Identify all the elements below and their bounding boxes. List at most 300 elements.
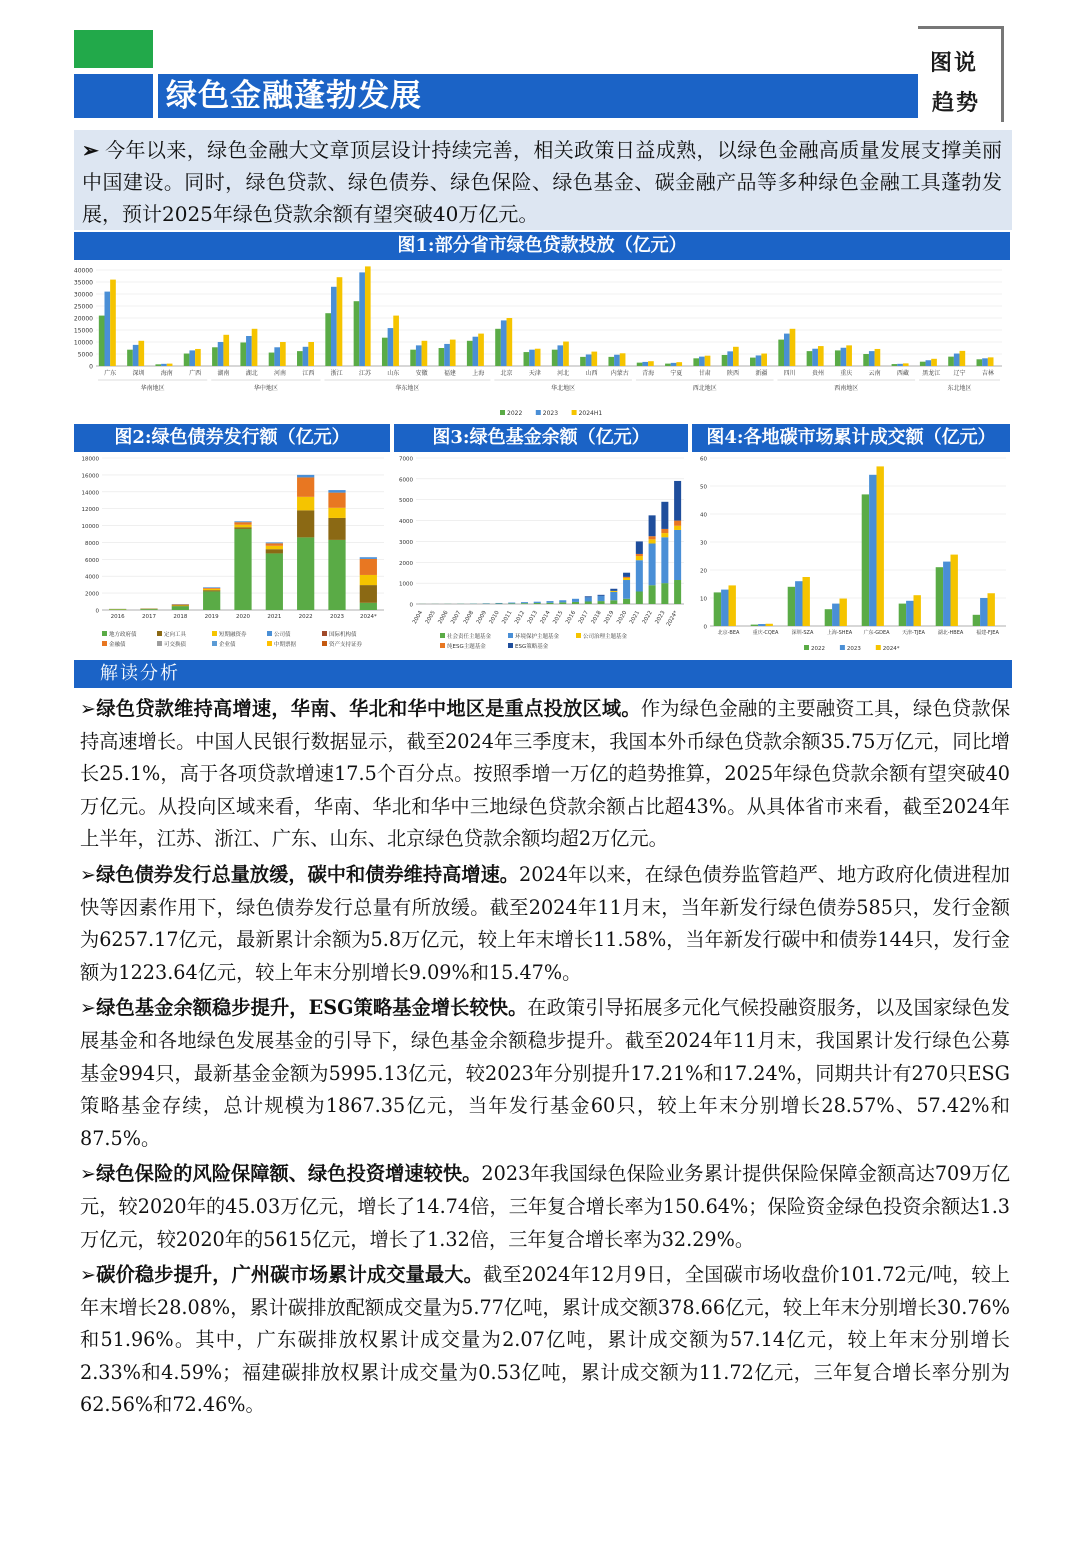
bar-2024H1-安徽 bbox=[422, 341, 428, 366]
group-label: 东北地区 bbox=[947, 385, 972, 392]
bar-2022-浙江 bbox=[325, 313, 331, 366]
y-tick-label: 15000 bbox=[74, 327, 93, 335]
x-tick-label: 上海 bbox=[472, 370, 485, 377]
bar-2023-重庆 bbox=[841, 348, 847, 366]
x-tick-label: 2023 bbox=[654, 610, 667, 626]
x-tick-label: 上海-SHEA bbox=[826, 630, 853, 636]
stack-社会责任主题基金-2013 bbox=[534, 603, 541, 604]
x-tick-label: 2016 bbox=[110, 614, 125, 620]
x-tick-label: 江西 bbox=[302, 370, 315, 377]
x-tick-label: 吉林 bbox=[981, 370, 994, 377]
stack-地方政府债-2021 bbox=[266, 553, 283, 610]
legend-swatch bbox=[102, 641, 107, 646]
bar-2024H1-广西 bbox=[195, 349, 201, 366]
bar-2022-北京 bbox=[495, 329, 501, 366]
bar-2022-江西 bbox=[297, 351, 303, 366]
x-tick-label: 天津 bbox=[528, 370, 541, 377]
legend-swatch bbox=[157, 641, 162, 646]
bar-2022-山东 bbox=[382, 338, 388, 366]
y-tick-label: 25000 bbox=[74, 303, 93, 311]
bar-2023-深圳-SZA bbox=[795, 581, 802, 626]
x-tick-label: 2011 bbox=[501, 610, 514, 626]
legend-swatch bbox=[157, 631, 162, 636]
y-tick-label: 60 bbox=[700, 456, 707, 463]
legend-swatch bbox=[576, 633, 581, 638]
bar-2022-辽宁 bbox=[948, 357, 954, 366]
x-tick-label: 2005 bbox=[424, 610, 437, 626]
stack-地方政府债-2016 bbox=[109, 609, 126, 610]
x-tick-label: 2016 bbox=[565, 610, 578, 626]
stack-环境保护主题基金-2024* bbox=[674, 530, 681, 580]
stack-资产支持证券-2024* bbox=[360, 585, 377, 603]
stack-纯ESG主题基金-2021 bbox=[636, 554, 643, 556]
stack-纯ESG主题基金-2023 bbox=[661, 529, 668, 533]
bar-2024H1-山东 bbox=[393, 316, 399, 366]
bar-2022-山西 bbox=[580, 357, 586, 366]
y-tick-label: 35000 bbox=[74, 279, 93, 287]
stack-中期票据-2018 bbox=[172, 605, 189, 606]
header-tag-line1: 图说 bbox=[930, 51, 979, 76]
stack-环境保护主题基金-2013 bbox=[534, 602, 541, 603]
stack-中期票据-2021 bbox=[266, 546, 283, 549]
legend-swatch bbox=[267, 641, 272, 646]
legend-label: 国际机构债 bbox=[329, 632, 357, 638]
stack-公司债-2023 bbox=[328, 490, 345, 493]
legend-label: 纯ESG主题基金 bbox=[447, 644, 486, 650]
x-tick-label: 2021 bbox=[628, 610, 642, 626]
bar-2023-山西 bbox=[586, 354, 592, 366]
paragraph-lead: 碳价稳步提升，广州碳市场累计成交量最大。 bbox=[96, 1263, 483, 1287]
x-tick-label: 浙江 bbox=[330, 370, 343, 377]
stack-社会责任主题基金-2019 bbox=[610, 600, 617, 604]
stack-金融债-2022 bbox=[297, 477, 314, 496]
intro-arrow-icon: ➢ bbox=[82, 138, 99, 162]
bar-2024H1-福建 bbox=[450, 340, 456, 366]
fig3-chart bbox=[394, 452, 688, 656]
bar-2023-上海 bbox=[473, 337, 479, 366]
bar-2024H1-浙江 bbox=[337, 277, 343, 366]
stack-资产支持证券-2019 bbox=[203, 590, 220, 591]
bar-2023-安徽 bbox=[416, 345, 422, 366]
bar-2022-湖北-HBEA bbox=[936, 567, 943, 626]
bar-2024H1-四川 bbox=[790, 329, 796, 366]
legend-swatch bbox=[267, 631, 272, 636]
paragraph-body: 截至2024年12月9日，全国碳市场收盘价101.72元/吨，较上年末增长28.08%，累计碳排放配额成交量为5.77亿吨，累计成交额378.66亿元，较上年末分别增长30.76%和51.96%。其中，广东碳排放权累计成交量为2.07亿吨，累计成交额为57.14亿元，较上年末分别增长2.33%和4.59%；福建碳排放权累计成交量为0.53亿吨，累计成交额为11.72亿元，三年复合增长率分别为62.56%和72.46%。 bbox=[80, 1263, 1010, 1417]
x-tick-label: 天津-TJEA bbox=[902, 630, 925, 636]
stack-地方政府债-2019 bbox=[203, 591, 220, 610]
stack-地方政府债-2018 bbox=[172, 606, 189, 610]
stack-环境保护主题基金-2015 bbox=[559, 600, 566, 602]
stack-中期票据-2022 bbox=[297, 497, 314, 511]
bar-2022-内蒙古 bbox=[608, 357, 614, 366]
stack-环境保护主题基金-2019 bbox=[610, 592, 617, 600]
y-tick-label: 5000 bbox=[399, 498, 413, 505]
intro-box bbox=[74, 130, 1012, 230]
bar-2024H1-云南 bbox=[875, 349, 881, 366]
bar-2023-海南 bbox=[161, 364, 167, 366]
bar-2022-吉林 bbox=[977, 359, 983, 366]
analysis-paragraph bbox=[80, 693, 1010, 856]
x-tick-label: 贵州 bbox=[811, 370, 824, 377]
bar-2022-贵州 bbox=[807, 351, 813, 366]
analysis-paragraphs bbox=[80, 693, 1010, 1425]
stack-金融债-2024* bbox=[360, 559, 377, 575]
x-tick-label: 2007 bbox=[450, 610, 463, 626]
bar-2024H1-上海 bbox=[478, 334, 484, 366]
x-tick-label: 湖北 bbox=[245, 370, 258, 377]
bar-2022-湖南 bbox=[212, 347, 218, 366]
stack-ESG策略基金-2021 bbox=[636, 541, 643, 554]
group-label: 西北地区 bbox=[692, 385, 717, 392]
stack-公司债-2019 bbox=[203, 587, 220, 588]
page-title: 绿色金融蓬勃发展 bbox=[166, 78, 422, 114]
bar-2022-北京-BEA bbox=[714, 592, 721, 626]
legend-label: 可交换债 bbox=[164, 642, 187, 648]
x-tick-label: 深圳 bbox=[132, 370, 145, 377]
y-tick-label: 2000 bbox=[399, 560, 413, 567]
y-tick-label: 30 bbox=[700, 540, 707, 547]
group-label: 西南地区 bbox=[834, 385, 859, 392]
bar-2022-甘肃 bbox=[693, 358, 699, 366]
bar-2024H1-宁夏 bbox=[676, 362, 682, 366]
bar-2024H1-内蒙古 bbox=[620, 353, 626, 366]
bar-2022-河南 bbox=[269, 353, 275, 366]
paragraph-body: 2024年以来，在绿色债券监管趋严、地方政府化债进程加快等因素作用下，绿色债券发行总量有所放缓。截至2024年11月末，当年新发行绿色债券585只，发行金额为6257.17亿元，最新累计余额为5.8万亿元，较上年末增长11.58%，当年新发行碳中和债券144只，发行金额为1223.64亿元，较上年末分别增长9.09%和15.47%。 bbox=[80, 862, 1010, 984]
bar-2023-青海 bbox=[642, 362, 648, 366]
stack-资产支持证券-2023 bbox=[328, 518, 345, 540]
bar-2024H1-重庆 bbox=[846, 345, 852, 366]
paragraph-arrow-icon: ➢ bbox=[80, 862, 97, 886]
fig1-chart bbox=[74, 262, 1010, 422]
bar-2023-湖南 bbox=[218, 342, 224, 366]
legend-label: 公司债 bbox=[274, 632, 291, 638]
analysis-paragraph bbox=[80, 992, 1010, 1155]
legend-label: 短期融资券 bbox=[219, 632, 247, 638]
y-tick-label: 20000 bbox=[74, 315, 93, 323]
legend-label: 公司治理主题基金 bbox=[583, 634, 628, 640]
legend-swatch bbox=[322, 641, 327, 646]
bar-2022-云南 bbox=[863, 354, 869, 366]
x-tick-label: 2018 bbox=[590, 610, 603, 626]
stack-社会责任主题基金-2024* bbox=[674, 580, 681, 604]
y-tick-label: 0 bbox=[89, 363, 93, 371]
stack-ESG策略基金-2018 bbox=[598, 595, 605, 596]
stack-社会责任主题基金-2021 bbox=[636, 591, 643, 604]
bar-2023-福建-FJEA bbox=[980, 598, 987, 626]
legend-swatch bbox=[440, 633, 445, 638]
y-tick-label: 30000 bbox=[74, 291, 93, 299]
x-tick-label: 湖北-HBEA bbox=[937, 630, 964, 636]
bar-2022-四川 bbox=[778, 340, 784, 366]
bar-2023-广东 bbox=[104, 292, 110, 366]
legend-swatch bbox=[322, 631, 327, 636]
group-label: 华东地区 bbox=[395, 385, 420, 392]
stack-ESG策略基金-2023 bbox=[661, 502, 668, 529]
bar-2023-福建 bbox=[444, 344, 450, 366]
bar-2024H1-天津 bbox=[535, 349, 541, 366]
bar-2022-青海 bbox=[637, 363, 643, 366]
analysis-section-title: 解读分析 bbox=[100, 663, 180, 684]
bar-2022-西藏 bbox=[892, 364, 898, 366]
stack-金融债-2021 bbox=[266, 543, 283, 546]
bar-2023-广东-GDEA bbox=[869, 475, 876, 626]
bar-2023-山东 bbox=[388, 328, 394, 366]
stack-社会责任主题基金-2020 bbox=[623, 599, 630, 604]
bar-2023-北京-BEA bbox=[721, 590, 728, 626]
stack-社会责任主题基金-2016 bbox=[572, 602, 579, 604]
legend-swatch bbox=[500, 410, 505, 415]
y-tick-label: 0 bbox=[409, 602, 413, 609]
x-tick-label: 西藏 bbox=[896, 370, 909, 377]
bar-2022-深圳 bbox=[127, 350, 133, 366]
fig4-svg bbox=[692, 452, 1010, 656]
x-tick-label: 辽宁 bbox=[953, 370, 966, 377]
stack-社会责任主题基金-2011 bbox=[508, 603, 515, 604]
bar-2023-江西 bbox=[303, 347, 309, 366]
fig3-svg bbox=[394, 452, 688, 656]
x-tick-label: 2024* bbox=[665, 610, 680, 628]
bar-2022-上海 bbox=[467, 341, 473, 366]
x-tick-label: 内蒙古 bbox=[610, 370, 629, 377]
x-tick-label: 2021 bbox=[267, 614, 282, 620]
bar-2022-河北 bbox=[552, 350, 558, 366]
stack-公司治理主题基金-2022 bbox=[649, 539, 656, 543]
x-tick-label: 海南 bbox=[160, 370, 173, 377]
y-tick-label: 0 bbox=[703, 624, 707, 631]
legend-label: 2022 bbox=[811, 646, 825, 652]
header-green-block bbox=[74, 30, 153, 68]
bar-2024H1-湖南 bbox=[223, 335, 229, 366]
bar-2022-广东-GDEA bbox=[862, 494, 869, 626]
legend-label: 资产支持证券 bbox=[329, 642, 363, 648]
x-tick-label: 云南 bbox=[868, 370, 881, 377]
bar-2023-广西 bbox=[189, 350, 195, 366]
group-label: 华中地区 bbox=[253, 385, 278, 392]
y-tick-label: 20 bbox=[700, 568, 707, 575]
x-tick-label: 重庆-CQEA bbox=[752, 630, 779, 636]
bar-2023-新疆 bbox=[756, 355, 762, 366]
bar-2024H1-广东 bbox=[110, 280, 116, 366]
y-tick-label: 10000 bbox=[74, 339, 93, 347]
y-tick-label: 7000 bbox=[399, 456, 413, 463]
stack-地方政府债-2024* bbox=[360, 603, 377, 610]
stack-金融债-2019 bbox=[203, 588, 220, 589]
bar-2024*-福建-FJEA bbox=[988, 593, 995, 626]
bar-2022-天津 bbox=[524, 352, 530, 366]
bar-2022-福建-FJEA bbox=[973, 615, 980, 626]
y-tick-label: 16000 bbox=[81, 473, 99, 480]
stack-环境保护主题基金-2017 bbox=[585, 597, 592, 601]
bar-2023-天津-TJEA bbox=[906, 601, 913, 626]
bar-2022-重庆 bbox=[835, 350, 841, 366]
bar-2024H1-江西 bbox=[308, 342, 314, 366]
x-tick-label: 山东 bbox=[387, 370, 400, 377]
bar-2022-新疆 bbox=[750, 358, 756, 366]
bar-2024*-北京-BEA bbox=[729, 585, 736, 626]
stack-纯ESG主题基金-2020 bbox=[623, 577, 630, 578]
y-tick-label: 40000 bbox=[74, 267, 93, 275]
x-tick-label: 2023 bbox=[330, 614, 344, 620]
stack-ESG策略基金-2024* bbox=[674, 481, 681, 521]
bar-2024H1-黑龙江 bbox=[931, 359, 937, 366]
bar-2024H1-西藏 bbox=[903, 363, 909, 366]
paragraph-arrow-icon: ➢ bbox=[80, 996, 97, 1020]
bar-2023-河南 bbox=[274, 347, 280, 366]
stack-公司治理主题基金-2024* bbox=[674, 526, 681, 530]
bar-2024H1-陕西 bbox=[733, 347, 739, 366]
y-tick-label: 10 bbox=[700, 596, 707, 603]
bar-2024H1-河南 bbox=[280, 342, 286, 366]
bar-2023-浙江 bbox=[331, 287, 337, 366]
bar-2023-吉林 bbox=[982, 358, 988, 366]
paragraph-lead: 绿色贷款维持高增速，华南、华北和华中地区是重点投放区域。 bbox=[96, 697, 641, 720]
bar-2023-上海-SHEA bbox=[832, 604, 839, 626]
fig2-chart bbox=[74, 452, 390, 656]
y-tick-label: 0 bbox=[95, 608, 99, 615]
stack-纯ESG主题基金-2022 bbox=[649, 536, 656, 539]
bar-2022-福建 bbox=[439, 348, 445, 366]
bar-2024*-广东-GDEA bbox=[877, 466, 884, 626]
bar-2022-黑龙江 bbox=[920, 362, 926, 366]
bar-2024H1-河北 bbox=[563, 342, 569, 366]
y-tick-label: 8000 bbox=[85, 540, 99, 547]
stack-环境保护主题基金-2011 bbox=[508, 603, 515, 604]
x-tick-label: 北京-BEA bbox=[717, 630, 740, 636]
stack-公司治理主题基金-2023 bbox=[661, 533, 668, 537]
bar-2023-湖北 bbox=[246, 336, 252, 366]
stack-环境保护主题基金-2023 bbox=[661, 537, 668, 583]
analysis-paragraph bbox=[80, 859, 1010, 989]
bar-2022-广东 bbox=[99, 316, 105, 366]
x-tick-label: 黑龙江 bbox=[922, 370, 941, 377]
x-tick-label: 2018 bbox=[173, 614, 188, 620]
group-label: 华北地区 bbox=[551, 385, 576, 392]
y-tick-label: 12000 bbox=[81, 507, 99, 514]
x-tick-label: 北京 bbox=[500, 370, 513, 377]
legend-swatch bbox=[876, 645, 881, 650]
x-tick-label: 湖南 bbox=[217, 370, 230, 377]
x-tick-label: 2020 bbox=[236, 614, 250, 620]
paragraph-lead: 绿色保险的风险保障额、绿色投资增速较快。 bbox=[96, 1162, 482, 1186]
legend-label: 企业债 bbox=[219, 642, 236, 648]
x-tick-label: 四川 bbox=[783, 370, 796, 377]
bar-2024*-上海-SHEA bbox=[840, 599, 847, 626]
legend-label: 2022 bbox=[507, 410, 523, 417]
stack-ESG策略基金-2017 bbox=[585, 596, 592, 597]
x-tick-label: 2006 bbox=[437, 610, 450, 626]
legend-swatch bbox=[508, 633, 513, 638]
stack-纯ESG主题基金-2024* bbox=[674, 521, 681, 526]
x-tick-label: 青海 bbox=[642, 370, 655, 377]
stack-公司治理主题基金-2020 bbox=[623, 578, 630, 580]
x-tick-label: 2004 bbox=[411, 610, 425, 626]
stack-中期票据-2020 bbox=[234, 525, 251, 528]
bar-2023-云南 bbox=[869, 351, 875, 366]
stack-地方政府债-2020 bbox=[234, 529, 251, 610]
bar-2023-贵州 bbox=[812, 349, 818, 366]
y-tick-label: 18000 bbox=[81, 456, 99, 463]
legend-label: 2024* bbox=[882, 646, 900, 652]
bar-2024H1-甘肃 bbox=[705, 356, 711, 366]
bar-2024*-重庆-CQEA bbox=[766, 624, 773, 626]
x-tick-label: 宁夏 bbox=[670, 370, 683, 377]
stack-社会责任主题基金-2012 bbox=[521, 603, 528, 604]
stack-公司治理主题基金-2021 bbox=[636, 556, 643, 560]
legend-label: ESG策略基金 bbox=[515, 644, 549, 650]
y-tick-label: 10000 bbox=[81, 524, 99, 531]
x-tick-label: 2012 bbox=[514, 610, 527, 626]
stack-环境保护主题基金-2018 bbox=[598, 596, 605, 601]
y-tick-label: 6000 bbox=[85, 557, 99, 564]
fig1-svg bbox=[74, 262, 1010, 422]
stack-资产支持证券-2018 bbox=[172, 606, 189, 607]
legend-swatch bbox=[508, 643, 513, 648]
y-tick-label: 1000 bbox=[399, 581, 413, 588]
stack-社会责任主题基金-2018 bbox=[598, 601, 605, 604]
x-tick-label: 福建-FJEA bbox=[976, 630, 999, 636]
paragraph-body: 作为绿色金融的主要融资工具，绿色贷款保持高速增长。中国人民银行数据显示，截至2024年三季度末，我国本外币绿色贷款余额35.75万亿元，同比增长25.1%，高于各项贷款增速17.5个百分点。按照季增一万亿的趋势推算，2025年绿色贷款余额有望突破40万亿元。从投向区域来看，华南、华北和华中三地绿色贷款余额占比超43%。从具体省市来看，截至2024年上半年，江苏、浙江、广东、山东、北京绿色贷款余额均超2万亿元。 bbox=[80, 697, 1011, 851]
stack-地方政府债-2023 bbox=[328, 540, 345, 610]
bar-2024*-深圳-SZA bbox=[803, 577, 810, 626]
x-tick-label: 2024* bbox=[359, 614, 377, 620]
legend-label: 社会责任主题基金 bbox=[447, 634, 492, 640]
x-tick-label: 2015 bbox=[552, 610, 565, 626]
bar-2023-重庆-CQEA bbox=[758, 624, 765, 626]
stack-环境保护主题基金-2010 bbox=[495, 603, 502, 604]
x-tick-label: 2019 bbox=[603, 610, 616, 626]
x-tick-label: 广东-GDEA bbox=[863, 630, 890, 636]
y-tick-label: 3000 bbox=[399, 539, 413, 546]
stack-金融债-2020 bbox=[234, 522, 251, 525]
x-tick-label: 福建 bbox=[443, 370, 456, 377]
y-tick-label: 40 bbox=[700, 512, 707, 519]
y-tick-label: 5000 bbox=[77, 351, 93, 359]
legend-swatch bbox=[440, 643, 445, 648]
bar-2022-海南 bbox=[155, 364, 161, 366]
header-blue-block bbox=[74, 74, 153, 118]
x-tick-label: 2022 bbox=[298, 614, 313, 620]
stack-环境保护主题基金-2022 bbox=[649, 544, 656, 586]
legend-label: 定向工具 bbox=[164, 632, 187, 638]
stack-公司治理主题基金-2019 bbox=[610, 591, 617, 592]
legend-label: 中期票据 bbox=[274, 642, 297, 648]
x-tick-label: 广东 bbox=[104, 370, 117, 377]
y-tick-label: 4000 bbox=[85, 574, 99, 581]
legend-label: 2024H1 bbox=[578, 410, 603, 417]
bar-2024H1-山西 bbox=[591, 352, 597, 366]
fig1-title: 图1:部分省市绿色贷款投放（亿元） bbox=[74, 232, 1010, 260]
bar-2023-陕西 bbox=[727, 351, 733, 366]
stack-环境保护主题基金-2021 bbox=[636, 560, 643, 591]
bar-2024H1-贵州 bbox=[818, 346, 824, 366]
x-tick-label: 2019 bbox=[204, 614, 219, 620]
legend-swatch bbox=[840, 645, 845, 650]
legend-swatch bbox=[572, 410, 577, 415]
bar-2024H1-湖北 bbox=[252, 329, 258, 366]
legend-label: 2023 bbox=[846, 646, 861, 652]
stack-资产支持证券-2020 bbox=[234, 527, 251, 529]
bar-2024H1-北京 bbox=[507, 318, 513, 366]
bar-2023-河北 bbox=[557, 345, 563, 366]
y-tick-label: 2000 bbox=[85, 591, 99, 598]
x-tick-label: 2008 bbox=[462, 610, 476, 626]
paragraph-arrow-icon: ➢ bbox=[80, 1263, 97, 1287]
stack-地方政府债-2017 bbox=[140, 609, 157, 610]
stack-中期票据-2019 bbox=[203, 589, 220, 590]
x-tick-label: 2022 bbox=[641, 610, 654, 626]
x-tick-label: 陕西 bbox=[727, 370, 740, 377]
fig3-title: 图3:绿色基金余额（亿元） bbox=[394, 424, 688, 452]
